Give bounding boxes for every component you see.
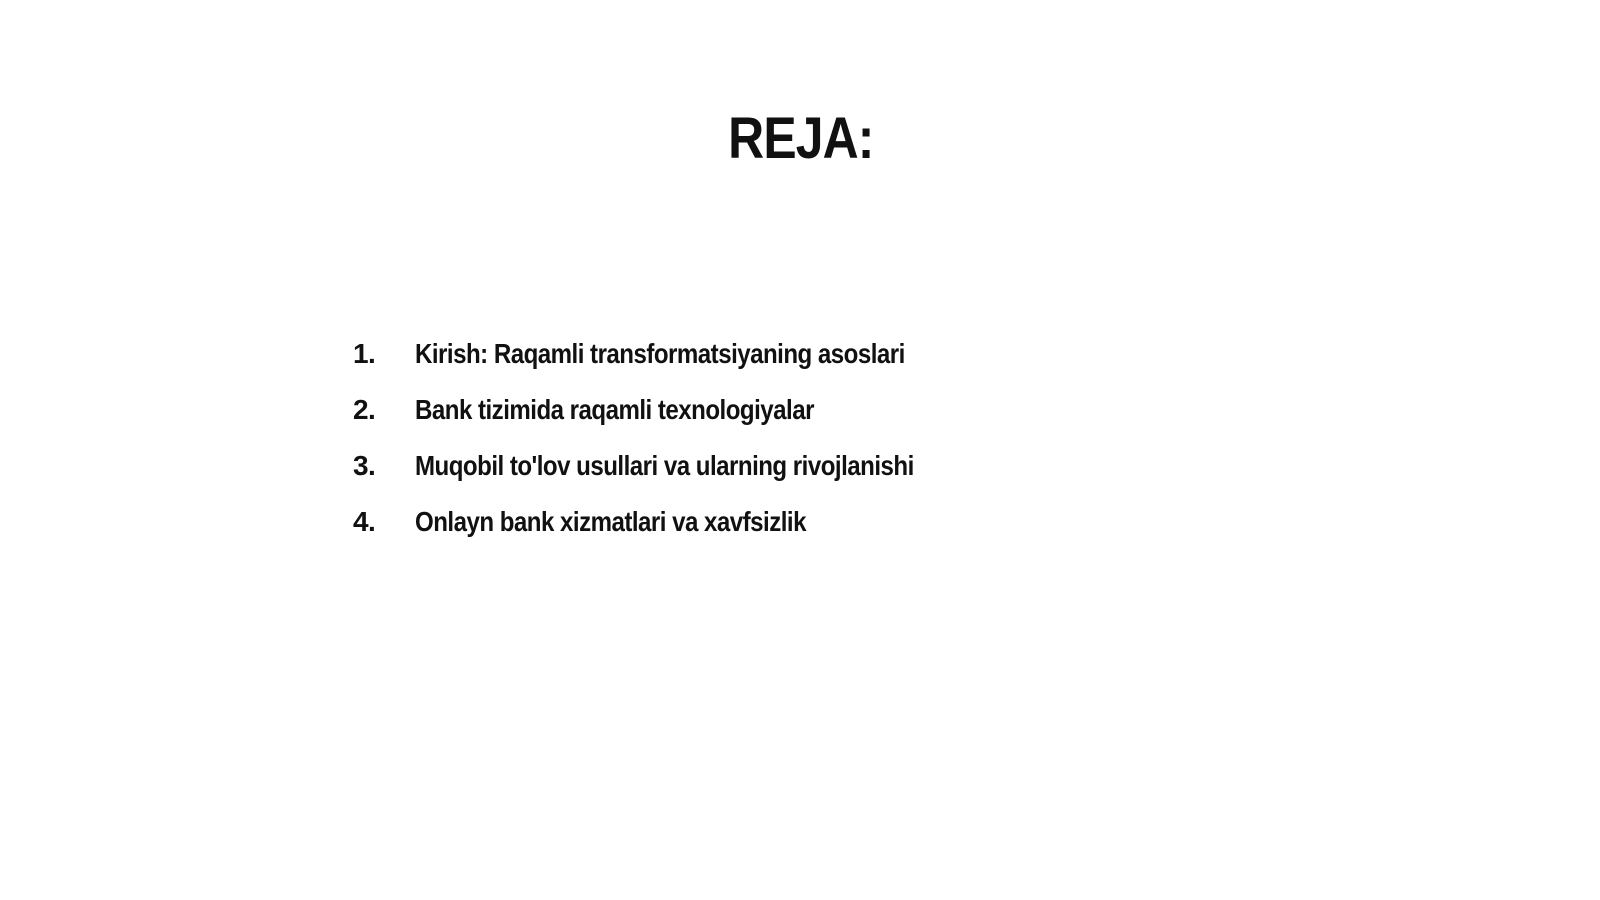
list-item-text: Onlayn bank xizmatlari va xavfsizlik — [415, 506, 806, 537]
list-item — [353, 326, 995, 382]
list-item-number: 1. — [353, 338, 376, 369]
list-item — [353, 438, 995, 494]
list-item — [353, 382, 995, 438]
list-item-text: Muqobil to'lov usullari va ularning rivojlanishi — [415, 450, 914, 481]
list-item — [353, 494, 995, 550]
list-item-number: 2. — [353, 394, 376, 425]
list-item-number: 4. — [353, 506, 376, 537]
list-item-number: 3. — [353, 450, 376, 481]
list-item-text: Bank tizimida raqamli texnologiyalar — [415, 394, 814, 425]
list-item-text: Kirish: Raqamli transformatsiyaning asoslari — [415, 338, 905, 369]
slide-title: REJA: — [728, 106, 874, 171]
plan-list — [353, 326, 995, 550]
